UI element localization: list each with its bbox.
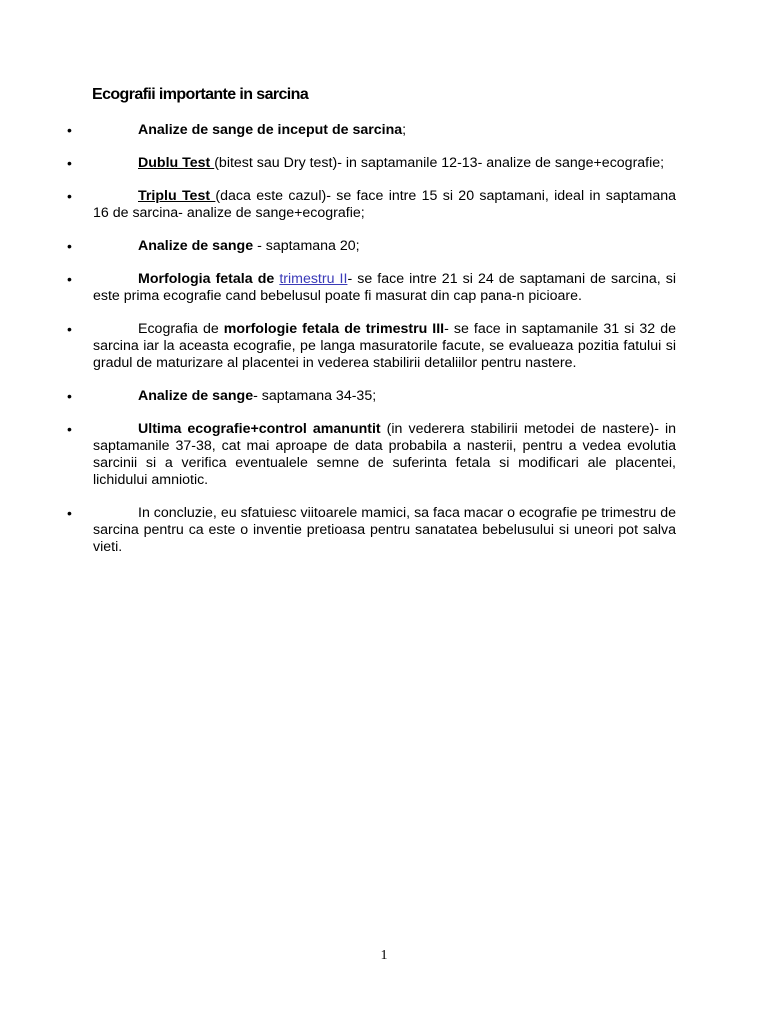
bullet-icon: • [67, 188, 72, 204]
item-text: - saptamana 20; [253, 238, 360, 254]
item-text: - se face in saptamanile 31 si 32 de sarcina iar la aceasta ecografie, pe langa masuratorile facute, se evalueaza pozitia fatului si gradul de maturizare al placentei in vederea stabilirii detaliilor pentru nastere. [93, 321, 676, 371]
item-bold-text: Analize de sange de inceput de sarcina [138, 122, 403, 138]
item-text: In concluzie, eu sfatuiesc viitoarele mamici, sa faca macar o ecografie pe trimestru de sarcina pentru ca este o inventie pretioasa pentru sanatatea bebelusului si uneori pot salva vieti. [93, 505, 676, 555]
bullet-icon: • [67, 388, 72, 404]
item-bold-text: morfologie fetala de trimestru III [223, 321, 445, 337]
ultrasound-list [0, 122, 768, 572]
bullet-icon: • [67, 421, 72, 437]
item-text: - saptamana 34-35; [253, 388, 377, 404]
list-item [0, 122, 768, 139]
item-bold-text: Dublu Test [138, 155, 215, 171]
bullet-icon: • [67, 238, 72, 254]
item-text: - se face intre 21 si 24 de saptamani de sarcina, si este prima ecografie cand bebelusul poate fi masurat din cap pana-n picioare. [93, 271, 676, 304]
bullet-icon: • [67, 505, 72, 521]
list-item [0, 321, 768, 372]
list-item [0, 505, 768, 556]
item-bold-text: Analize de sange [138, 238, 254, 254]
document-title: Ecografii importante in sarcina [92, 86, 309, 103]
item-bold-text: Analize de sange [138, 388, 254, 404]
bullet-icon: • [67, 122, 72, 138]
list-item [0, 155, 768, 172]
list-item [0, 421, 768, 489]
item-text: ; [402, 122, 407, 138]
item-text: (bitest sau Dry test)- in saptamanile 12-13- analize de sange+ecografie; [214, 155, 665, 171]
trimestru-link[interactable]: trimestru II [279, 271, 348, 287]
bullet-icon: • [67, 271, 72, 287]
item-text: (daca este cazul)- se face intre 15 si 20 saptamani, ideal in saptamana 16 de sarcina- analize de sange+ecografie; [93, 188, 676, 221]
item-bold-text: Morfologia fetala de [138, 271, 280, 287]
page-number: 1 [380, 948, 388, 963]
list-item [0, 188, 768, 222]
item-bold-text: Ultima ecografie+control amanuntit [138, 421, 381, 437]
item-text: Ecografia de [138, 321, 224, 337]
list-item [0, 238, 768, 255]
item-bold-text: Triplu Test [138, 188, 216, 204]
list-item [0, 271, 768, 305]
bullet-icon: • [67, 321, 72, 337]
bullet-icon: • [67, 155, 72, 171]
item-text: (in vederera stabilirii metodei de nastere)- in saptamanile 37-38, cat mai aproape de data probabila a nasterii, pentru a vedea evolutia sarcinii si a verifica eventualele semne de suferinta fetala si modificari ale placentei, lichidului amniotic. [93, 421, 676, 488]
list-item [0, 388, 768, 405]
